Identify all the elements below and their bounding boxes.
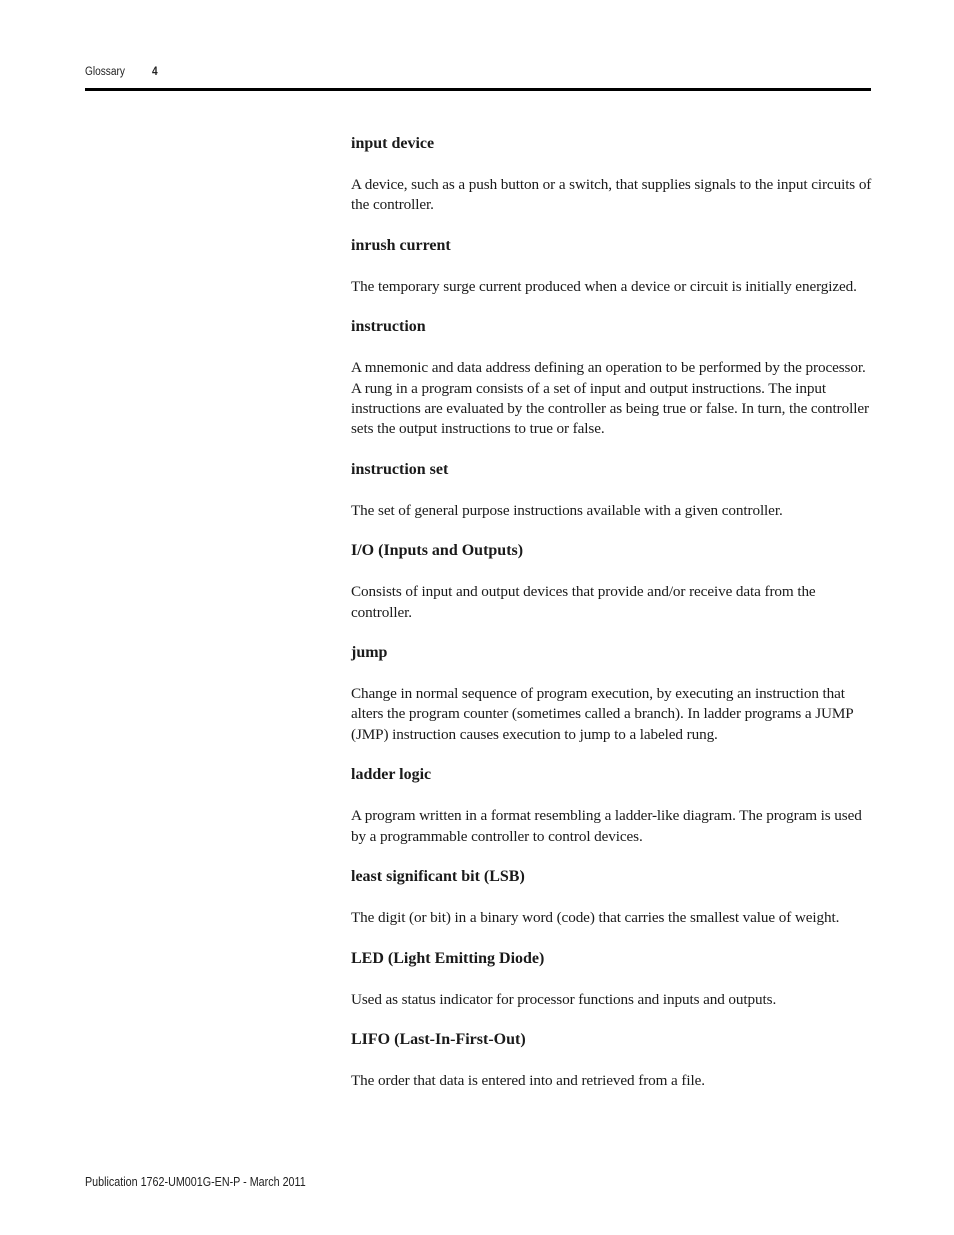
- header-rule: [85, 88, 871, 91]
- glossary-definition: Used as status indicator for processor functions and inputs and outputs.: [351, 990, 777, 1008]
- glossary-entry: [351, 867, 873, 928]
- glossary-definition: A mnemonic and data address defining an operation to be performed by the processor. A rung in a program consists of a set of input and output instructions. The input instructions are evaluated by the controller as being true or false. In turn, the controller sets the output instructions to true or false.: [351, 359, 869, 438]
- glossary-definition: A device, such as a push button or a switch, that supplies signals to the input circuits of the controller.: [351, 176, 872, 214]
- glossary-definition: The digit (or bit) in a binary word (code) that carries the smallest value of weight.: [351, 909, 840, 927]
- glossary-term: I/O (Inputs and Outputs): [351, 542, 524, 560]
- glossary-entry: [351, 643, 873, 745]
- publication-footer: Publication 1762-UM001G-EN-P - March 2011: [85, 1175, 306, 1189]
- glossary-definition: Consists of input and output devices that provide and/or receive data from the controller.: [351, 583, 816, 621]
- glossary-content: [351, 134, 873, 1111]
- glossary-entry: [351, 1030, 873, 1091]
- glossary-entry: [351, 541, 873, 623]
- page-header: [85, 66, 871, 86]
- glossary-definition: The temporary surge current produced when a device or circuit is initially energized.: [351, 277, 857, 295]
- glossary-entry: [351, 236, 873, 297]
- header-section-title: Glossary: [85, 66, 125, 78]
- glossary-term: LED (Light Emitting Diode): [351, 949, 545, 967]
- glossary-definition: Change in normal sequence of program execution, by executing an instruction that alters the program counter (sometimes called a branch). In ladder programs a JUMP (JMP) instruction causes execution to jump to a labeled rung.: [351, 685, 854, 743]
- glossary-term: jump: [351, 644, 388, 662]
- glossary-term: least significant bit (LSB): [351, 868, 525, 886]
- glossary-entry: [351, 765, 873, 847]
- glossary-definition: The set of general purpose instructions available with a given controller.: [351, 501, 783, 519]
- glossary-entry: [351, 317, 873, 440]
- glossary-term: instruction set: [351, 460, 449, 478]
- glossary-entry: [351, 949, 873, 1010]
- glossary-definition: The order that data is entered into and retrieved from a file.: [351, 1071, 705, 1089]
- glossary-term: LIFO (Last-In-First-Out): [351, 1030, 526, 1048]
- glossary-term: input device: [351, 135, 435, 152]
- glossary-term: ladder logic: [351, 766, 432, 784]
- glossary-term: instruction: [351, 318, 426, 336]
- glossary-entry: [351, 134, 873, 216]
- glossary-definition: A program written in a format resembling a ladder-like diagram. The program is used by a programmable controller to control devices.: [351, 807, 862, 845]
- glossary-term: inrush current: [351, 236, 451, 254]
- header-page-number: 4: [152, 66, 158, 78]
- glossary-entry: [351, 460, 873, 521]
